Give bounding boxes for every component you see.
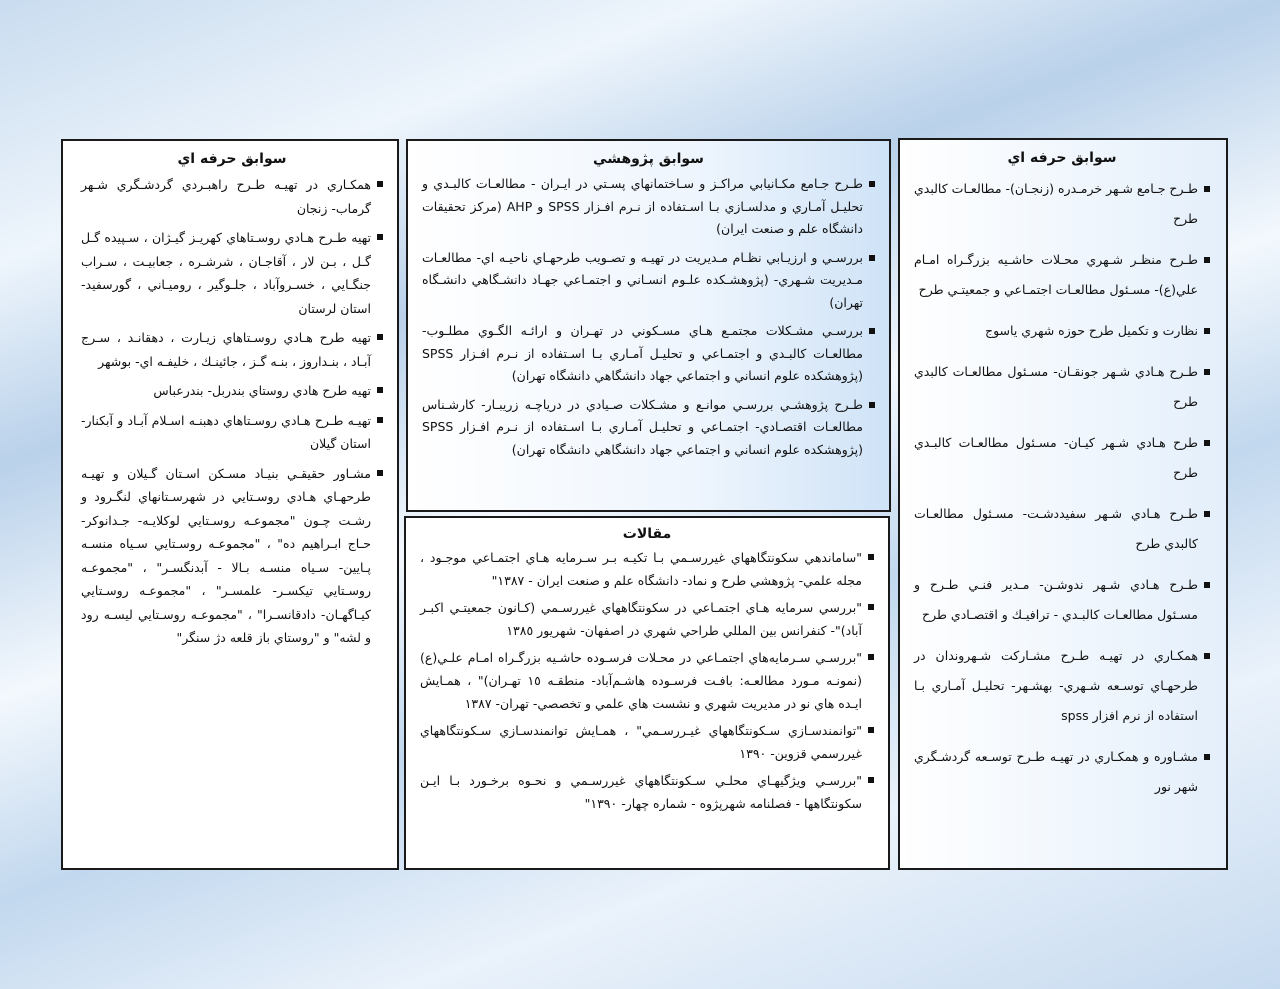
item-list xyxy=(422,173,875,461)
list-item: بررسـي مشـكلات مجتمـع هـاي مسـكوني در تهـران و ارائـه الگـوي مطلـوب- مطالعـات كالبـدي و اجتمـاعي و تحليـل آمـاري بـا اسـتفاده از نـرم افـزار SPSS (پژوهشكده علوم انساني و اجتماعي جهاد دانشگاهي دانشگاه تهران) xyxy=(422,320,875,388)
item-list xyxy=(914,174,1210,802)
list-item: "بررسـي ويژگيهـاي محلـي سـكونتگاههاي غيررسـمي و نحـوه برخـورد بـا ايـن سكونتگاهها - فصلنامه شهرپژوه - شماره چهار- ١٣٩٠" xyxy=(420,769,874,815)
list-item: مشـاور حقيقـي بنيـاد مسـكن اسـتان گـيلان و تهيـه طرحهـاي هـادي روسـتايي در شهرسـتانهاي لنگـرود و رشـت چـون "مجموعـه روسـتايي لوكلايـه- جـدانوكر- حـاج ابـراهيم ده" ، "مجموعـه روسـتايي سـياه منسـه پـايين- سـياه منسـه بـالا - آبدنگسـر" ، "مجموعـه روسـتايي تيكسـر- علمسـر" ، "مجموعـه روسـتايي كيـاگهـان- دادقانسـرا" ، "مجموعـه روسـتايي ليسـه رود و لشه" و "روستاي باز قلعه دژ سنگر" xyxy=(81,462,383,650)
list-item: نظارت و تكميل طرح حوزه شهري ياسوج xyxy=(914,316,1210,346)
list-item: طـرح جـامع مكـانيابي مراكـز و سـاختمانهاي پسـتي در ايـران - مطالعـات كالبـدي و تحليـل آمـاري و مدلسـازي بـا اسـتفاده از نـرم افـزار SPSS و AHP (مركز تحقيقات دانشگاه علم و صنعت ايران) xyxy=(422,173,875,241)
articles-panel xyxy=(404,516,890,870)
list-item: طرح هـادي شـهر كيـان- مسـئول مطالعـات كالبـدي طرح xyxy=(914,428,1210,488)
list-item: طـرح منظـر شـهري محـلات حاشـيه بزرگـراه امـام علي(ع)- مسـئول مطالعـات اجتمـاعي و جمعيتـي طرح xyxy=(914,245,1210,305)
list-item: "توانمندسـازي سـكونتگاههاي غيـررسـمي" ، همـايش توانمندسـازي سـكونتگاههاي غيررسمي قزوين- ١٣٩٠ xyxy=(420,719,874,765)
list-item: طـرح جـامع شـهر خرمـدره (زنجـان)- مطالعـات كالبدي طرح xyxy=(914,174,1210,234)
professional-experience-panel-right xyxy=(898,138,1228,870)
list-item: همكـاري در تهيـه طـرح راهبـردي گردشـگري شـهر گرماب- زنجان xyxy=(81,173,383,220)
list-item: همكـاري در تهيـه طـرح مشـاركت شـهروندان در طرحهـاي توسـعه شـهري- بهشـهر- تحليـل آمـاري بـا استفاده از نرم افزار spss xyxy=(914,641,1210,731)
research-experience-panel xyxy=(406,139,891,512)
list-item: طـرح هـادي شـهر ندوشـن- مـدير فنـي طـرح و مسـئول مطالعـات كالبـدي - ترافيـك و اقتصـادي طرح xyxy=(914,570,1210,630)
list-item: مشـاوره و همكـاري در تهيـه طـرح توسـعه گردشـگري شهر نور xyxy=(914,742,1210,802)
list-item: "بررسي سرمايه هـاي اجتمـاعي در سكونتگاههاي غيررسـمي (كـانون جمعيتـي اكبـر آباد)"- كنفرانس بين المللي طراحي شهري در اصفهان- شهريور ١٣٨٥ xyxy=(420,596,874,642)
item-list xyxy=(81,173,383,650)
panel-title: سوابق حرفه اي xyxy=(177,151,287,167)
panel-title: سوابق حرفه اي xyxy=(1007,150,1117,166)
item-list xyxy=(420,546,874,815)
list-item: تهيـه طـرح هـادي روسـتاهاي دهبنـه اسـلام آبـاد و آبكنار- استان گيلان xyxy=(81,409,383,456)
professional-experience-panel-left xyxy=(61,139,399,870)
list-item: "ساماندهي سكونتگاههاي غيررسـمي بـا تكيـه بـر سـرمايه هـاي اجتمـاعي موجـود ، مجله علمي- پژوهشي طرح و نماد- دانشگاه علم و صنعت ايران - ١٣٨٧" xyxy=(420,546,874,592)
panel-title: سوابق پژوهشي xyxy=(593,151,704,167)
list-item: بررسـي و ارزيـابي نظـام مـديريت در تهيـه و تصـويب طرحهـاي ناحيـه اي- مطالعـات مـديريت شـهري- (پژوهشـكده علـوم انسـاني و اجتمـاعي جهـاد دانشـگاهي دانشـگاه تهران) xyxy=(422,247,875,315)
list-item: تهيه طرح هـادي روسـتاهاي زيـارت ، دهقانـد ، سـرج آبـاد ، بنـداروز ، بنـه گـز ، جائينـك ، خليفـه اي- بوشهر xyxy=(81,326,383,373)
list-item: "بررسـي سـرمايه‌هاي اجتمـاعي در محـلات فرسـوده حاشـيه بزرگـراه امـام علـي(ع) (نمونـه مـورد مطالعـه: بافـت فرسـوده هاشـم‌آباد- منطقـه ١٥ تهـران)" ، همـايش ايـده هاي نو در مديريت شهري و نشست هاي علمي و تخصصي- تهران- ١٣٨٧ xyxy=(420,646,874,715)
list-item: طـرح هـادي شـهر سفيددشـت- مسـئول مطالعـات كالبدي طرح xyxy=(914,499,1210,559)
panel-title: مقالات xyxy=(622,526,672,542)
list-item: تهيه طرح هادي روستاي بندربل- بندرعباس xyxy=(81,379,383,403)
list-item: طـرح پژوهشـي بررسـي موانـع و مشـكلات صـيادي در درياچـه زريبـار- كارشـناس مطالعـات اقتصـادي- اجتمـاعي و تحليـل آمـاري بـا اسـتفاده از نـرم افـزار SPSS (پژوهشكده علوم انساني و اجتماعي جهاد دانشگاهي دانشگاه تهران) xyxy=(422,394,875,462)
list-item: طـرح هـادي شـهر جونقـان- مسـئول مطالعـات كالبدي طرح xyxy=(914,357,1210,417)
list-item: تهيه طـرح هـادي روسـتاهاي كهريـز گيـژان ، سـپيده گـل گـل ، بـن لار ، آقاجـان ، شرشـره ، جعابيـت ، سـراب جنگـايي ، خسـروآباد ، جلـوگير ، روميـاني ، گورسفيد- استان لرستان xyxy=(81,226,383,320)
